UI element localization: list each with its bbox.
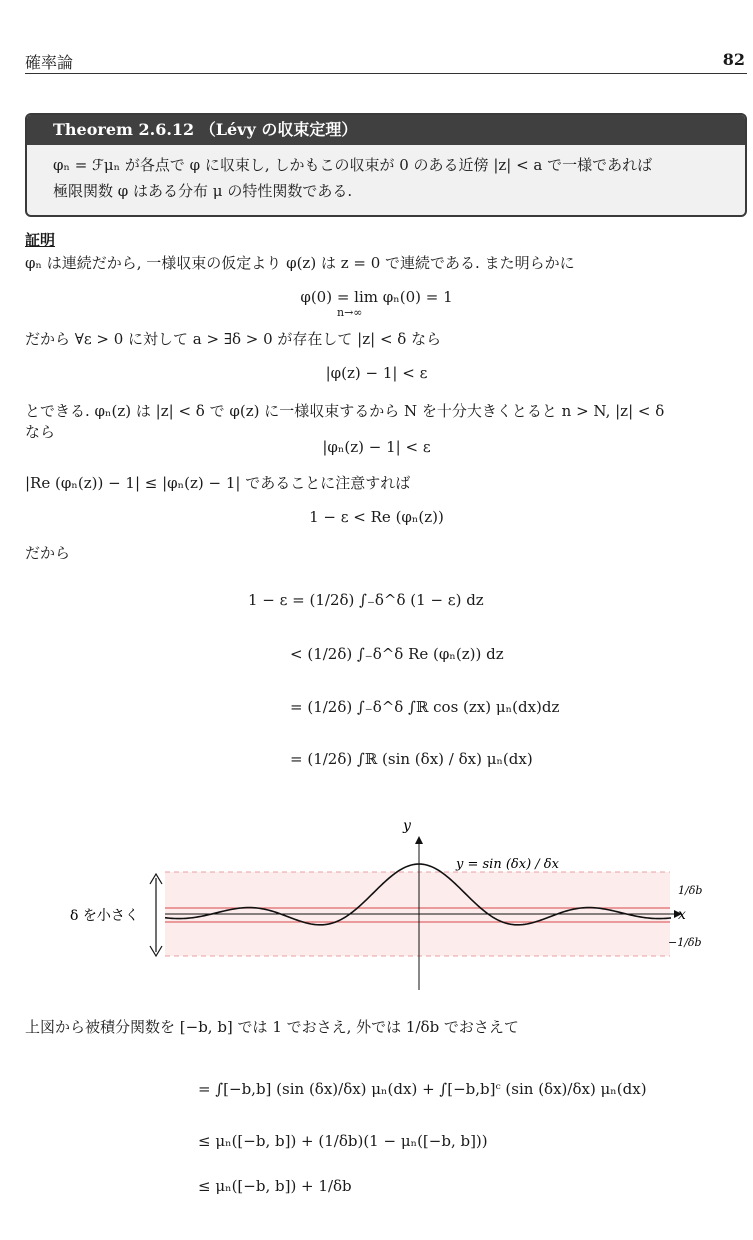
chapter-title: 確率論 [25,53,74,72]
header-rule [25,73,747,74]
proof-paragraph-2: だから ∀ε > 0 に対して a > ∃δ > 0 が存在して |z| < δ なら [25,330,442,348]
equation-limit [0,288,753,306]
sinc-figure [0,810,753,1000]
theorem-line-1: φₙ = ℱμₙ が各点で φ に収束し, しかもこの収束が 0 のある近傍 |z| < a で一様であれば [53,156,653,174]
y-axis-arrow [415,836,423,844]
proof-paragraph-4: |Re (φₙ(z)) − 1| ≤ |φₙ(z) − 1| であることに注意すれば [25,474,411,492]
y-axis-label: y [403,818,411,834]
bound-line-1: = ∫[−b,b] (sin (δx)/δx) μₙ(dx) + ∫[−b,b]ᶜ (sin (δx)/δx) μₙ(dx) [198,1080,647,1098]
theorem-body [27,145,745,204]
proof-paragraph-1: φₙ は連続だから, 一様収束の仮定より φ(z) は z = 0 で連続である. また明らかに [25,254,575,272]
proof-paragraph-6: 上図から被積分関数を [−b, b] では 1 でおさえ, 外では 1/δb でおさえて [25,1018,519,1036]
equation-uniform: |φₙ(z) − 1| < ε [322,438,431,456]
proof-paragraph-3a: とできる. φₙ(z) は |z| < δ で φ(z) に一様収束するから N を十分大きくとると n > N, |z| < δ [25,402,665,420]
upper-band-label: 1/δb [678,884,703,897]
proof-heading: 証明 [25,231,56,249]
bound-line-3: ≤ μₙ([−b, b]) + 1/δb [198,1177,352,1195]
theorem-title: Theorem 2.6.12 （Lévy の収束定理） [27,115,745,145]
page-number: 82 [722,50,745,69]
theorem-line-2: 極限関数 φ はある分布 μ の特性関数である. [53,182,353,200]
curve-label: y = sin (δx) / δx [456,857,559,872]
lower-band-label: −1/δb [668,936,702,949]
theorem-box [25,113,747,217]
chain-line-3: = (1/2δ) ∫₋δ^δ ∫ℝ cos (zx) μₙ(dx)dz [290,698,560,716]
x-axis-label: x [678,907,686,923]
chain-line-1: 1 − ε = (1/2δ) ∫₋δ^δ (1 − ε) dz [248,591,484,609]
bound-line-2: ≤ μₙ([−b, b]) + (1/δb)(1 − μₙ([−b, b])) [198,1132,488,1150]
limit-subscript: n→∞ [337,306,363,319]
chain-line-2: < (1/2δ) ∫₋δ^δ Re (φₙ(z)) dz [290,645,504,663]
chain-line-4: = (1/2δ) ∫ℝ (sin (δx) / δx) μₙ(dx) [290,750,533,768]
proof-paragraph-3b: なら [25,423,56,441]
equation-limit-text: φ(0) = lim φₙ(0) = 1 [300,288,453,306]
shrink-arrow-label: δ を小さく [70,908,139,924]
proof-paragraph-5: だから [25,544,71,562]
equation-real-part: 1 − ε < Re (φₙ(z)) [309,508,444,526]
equation-continuity: |φ(z) − 1| < ε [325,364,428,382]
